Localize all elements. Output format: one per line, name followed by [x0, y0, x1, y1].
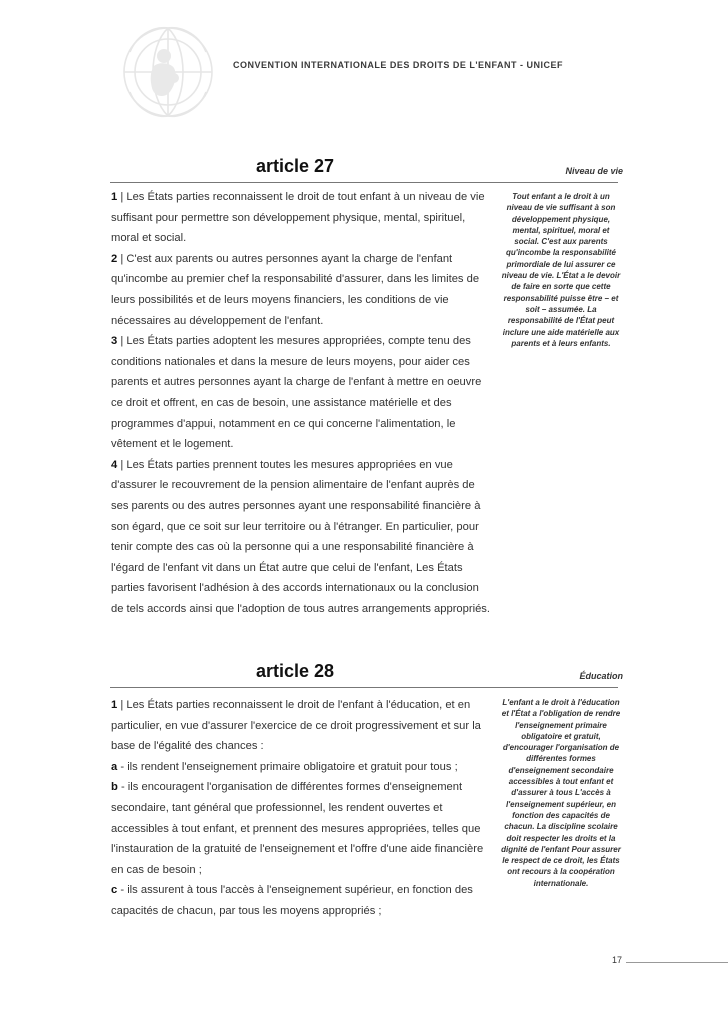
paragraph-text: Les États parties adoptent les mesures appropriées, compte tenu des conditions nationales et dans la mesure de leurs moyens, pour aider ces parents et autres personnes ayant la charge de l'enfant à mettre en oeuvre ce droit et offrent, en cas de besoin, une assistance matérielle et des programmes d'appui, notamment en ce qui concerne l'alimentation, le vêtement et le logement. [111, 335, 482, 451]
paragraph: 1 | Les États parties reconnaissent le droit de l'enfant à l'éducation, et en particulier, en vue d'assurer l'exercice de ce droit progressivement et sur la base de l'égalité des chances : [111, 699, 481, 753]
page-number: 17 [612, 955, 623, 965]
paragraph-text: Les États parties reconnaissent le droit de tout enfant à un niveau de vie suffisant pour permettre son développement physique, mental, spirituel, moral et social. [111, 191, 485, 245]
paragraph-text: Les États parties prennent toutes les mesures appropriées en vue d'assurer le recouvrement de la pension alimentaire de l'enfant auprès de ses parents ou des autres personnes ayant une responsabilité financière à son égard, que ce soit sur leur territoire ou à l'étranger. En particulier, pour tenir compte des cas où la personne qui a une responsabilité financière à l'égard de l'enfant vit dans un État autre que celui de l'enfant, Les États parties favorisent l'adhésion à des accords internationaux ou la conclusion de tels accords ainsi que l'adoption de tous autres arrangements appropriés. [111, 458, 491, 615]
paragraph-number: 4 [111, 458, 118, 471]
paragraph-number: 2 [111, 252, 118, 265]
paragraph-text: ils rendent l'enseignement primaire obligatoire et gratuit pour tous ; [127, 760, 458, 773]
paragraph-text: ils assurent à tous l'accès à l'enseignement supérieur, en fonction des capacités de chacun, par tous les moyens appropriés ; [111, 884, 473, 917]
paragraph: b - ils encouragent l'organisation de différentes formes d'enseignement secondaire, tant général que professionnel, les rendent ouvertes et accessibles à tout enfant, et prennent des mesures appropriées, telles que l'instauration de la gratuité de l'enseignement et l'offre d'une aide financière en cas de besoin ; [111, 781, 484, 876]
article-27-divider [110, 182, 618, 183]
paragraph-text: Les États parties reconnaissent le droit de l'enfant à l'éducation, et en particulier, en vue d'assurer l'exercice de ce droit progressivement et sur la base de l'égalité des chances : [111, 699, 481, 753]
article-27-body [111, 187, 491, 619]
paragraph: a - ils rendent l'enseignement primaire obligatoire et gratuit pour tous ; [111, 760, 458, 773]
footer-divider [626, 962, 728, 963]
article-27-sidebar-summary: Tout enfant a le droit à un niveau de vie suffisant à son développement physique, mental, spirituel, moral et social. C'est aux parents qu'incombe la responsabilité primordiale de lui assurer ce niveau de vie. L'État a le devoir de faire en sorte que cette responsabilité puisse être – et soit – assumée. La responsabilité de l'État peut inclure une aide matérielle aux parents et à leurs enfants. [501, 192, 621, 348]
paragraph-text: ils encouragent l'organisation de différentes formes d'enseignement secondaire, tant général que professionnel, les rendent ouvertes et accessibles à tout enfant, et prennent des mesures appropriées, telles que l'instauration de la gratuité de l'enseignement et l'offre d'une aide financière en cas de besoin ; [111, 781, 484, 876]
paragraph: 2 | C'est aux parents ou autres personnes ayant la charge de l'enfant qu'incombe au premier chef la responsabilité d'assurer, dans les limites de leurs possibilités et de leurs moyens financiers, les conditions de vie nécessaires au développement de l'enfant. [111, 252, 480, 327]
paragraph: 4 | Les États parties prennent toutes les mesures appropriées en vue d'assurer le recouvrement de la pension alimentaire de l'enfant auprès de ses parents ou des autres personnes ayant une responsabilité financière à son égard, que ce soit sur leur territoire ou à l'étranger. En particulier, pour tenir compte des cas où la personne qui a une responsabilité financière à l'égard de l'enfant vit dans un État autre que celui de l'enfant, Les États parties favorisent l'adhésion à des accords internationaux ou la conclusion de tels accords ainsi que l'adoption de tous autres arrangements appropriés. [111, 458, 491, 615]
paragraph-number: 3 [111, 335, 118, 348]
article-28-title: article 28 [256, 661, 335, 681]
document-header: CONVENTION INTERNATIONALE DES DROITS DE L'ENFANT - UNICEF [233, 60, 563, 70]
paragraph-text: C'est aux parents ou autres personnes ayant la charge de l'enfant qu'incombe au premier chef la responsabilité d'assurer, dans les limites de leurs possibilités et de leurs moyens financiers, les conditions de vie nécessaires au développement de l'enfant. [111, 252, 480, 327]
article-27-section-label: Niveau de vie [565, 166, 623, 176]
paragraph: c - ils assurent à tous l'accès à l'enseignement supérieur, en fonction des capacités de chacun, par tous les moyens appropriés ; [111, 884, 473, 917]
article-28-divider [110, 687, 618, 688]
article-28-body [111, 695, 491, 922]
paragraph: 3 | Les États parties adoptent les mesures appropriées, compte tenu des conditions nationales et dans la mesure de leurs moyens, pour aider ces parents et autres personnes ayant la charge de l'enfant à mettre en oeuvre ce droit et offrent, en cas de besoin, une assistance matérielle et des programmes d'appui, notamment en ce qui concerne l'alimentation, le vêtement et le logement. [111, 335, 482, 451]
unicef-logo [118, 22, 218, 122]
article-28-sidebar-summary: L'enfant a le droit à l'éducation et l'État a l'obligation de rendre l'enseignement primaire obligatoire et gratuit, d'encourager l'organisation de différentes formes d'enseignement secondaire accessibles à tout enfant et d'assurer à tous L'accès à l'enseignement supérieur, en fonction des capacités de chacun. La discipline scolaire doit respecter les droits et la dignité de l'enfant Pour assurer le respect de ce droit, les États ont recours à la coopération internationale. [501, 698, 621, 888]
paragraph-number: 1 [111, 191, 118, 203]
article-27-title: article 27 [256, 156, 335, 176]
paragraph-number: c [111, 884, 118, 897]
paragraph-number: a [111, 760, 118, 773]
article-28-section-label: Éducation [579, 671, 623, 681]
paragraph: 1 | Les États parties reconnaissent le droit de tout enfant à un niveau de vie suffisant pour permettre son développement physique, mental, spirituel, moral et social. [111, 191, 485, 245]
paragraph-number: 1 [111, 699, 118, 711]
paragraph-number: b [111, 781, 118, 794]
